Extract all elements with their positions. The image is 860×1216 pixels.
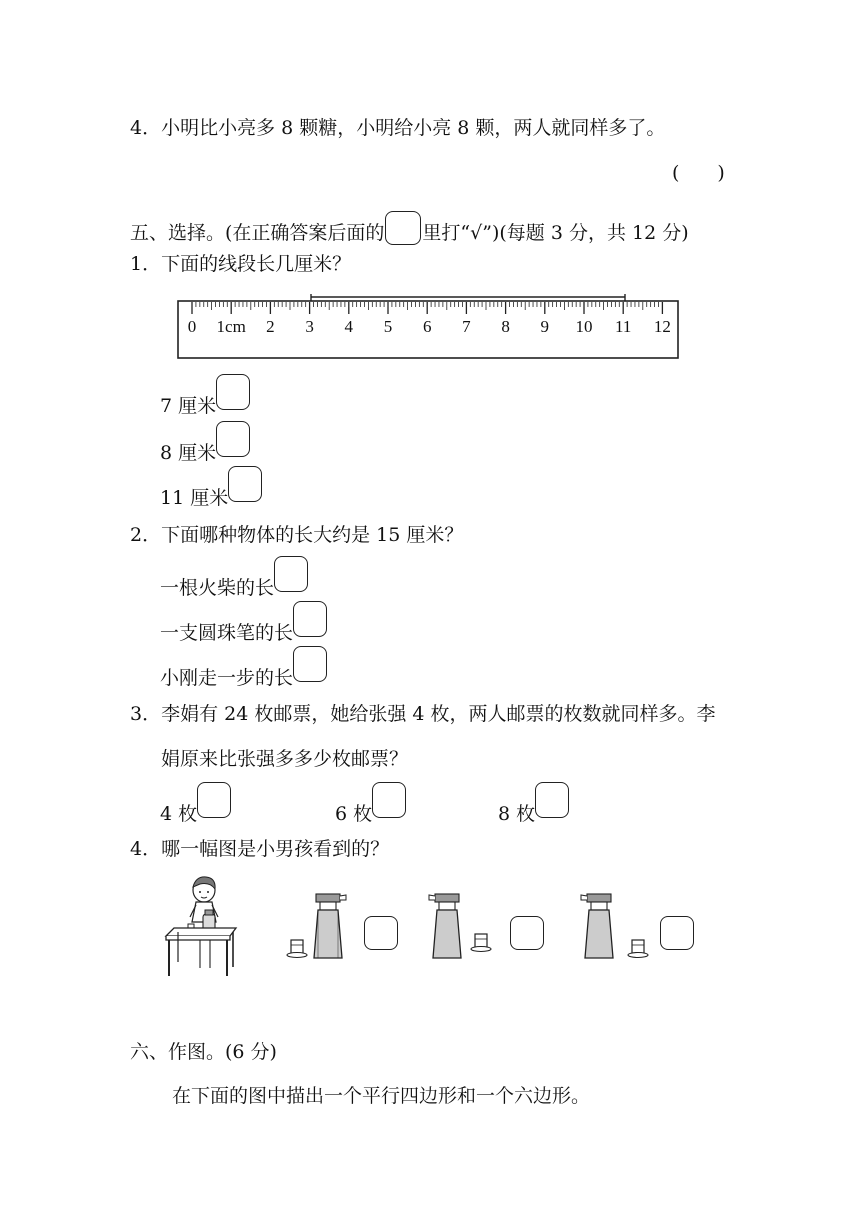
q1-option-3 <box>160 466 262 510</box>
question-text: 下面哪种物体的长大约是 15 厘米？ <box>161 524 464 546</box>
cup <box>628 940 648 958</box>
question-text: 哪一幅图是小男孩看到的？ <box>161 838 390 860</box>
answer-box[interactable] <box>274 556 308 592</box>
section6-title: 六、作图。(6 分) <box>130 1041 277 1063</box>
option-label: 小刚走一步的长 <box>160 667 294 689</box>
q2-option-2 <box>160 601 327 645</box>
ruler-label: 5 <box>383 317 393 336</box>
view-option-a <box>282 890 354 970</box>
question-number: 3． <box>130 703 162 725</box>
thermos <box>429 894 461 958</box>
answer-box[interactable] <box>293 601 327 637</box>
q1-option-2 <box>160 421 250 465</box>
answer-box[interactable] <box>228 466 262 502</box>
ruler-label: 3 <box>305 317 314 336</box>
ruler-label: 1cm <box>216 317 246 336</box>
ruler-label: 4 <box>344 317 354 336</box>
q2-option-1 <box>160 556 308 600</box>
cup <box>287 940 307 958</box>
option-label: 4 枚 <box>160 803 198 825</box>
q1 <box>130 252 351 276</box>
ruler-label: 8 <box>501 317 510 336</box>
view-option-b <box>427 890 499 970</box>
section5-title-a: 五、选择。(在正确答案后面的 <box>130 222 385 244</box>
thermos <box>314 894 346 958</box>
ruler-label: 2 <box>266 317 275 336</box>
q3-option-3 <box>498 782 569 826</box>
line-segment <box>311 294 625 301</box>
section5-title <box>130 211 689 245</box>
option-label: 8 厘米 <box>160 442 217 464</box>
ruler-label: 0 <box>187 317 197 336</box>
ruler-label: 7 <box>462 317 471 336</box>
ruler-figure <box>170 292 690 364</box>
q3-option-1 <box>160 782 231 826</box>
question-text: 下面的线段长几厘米？ <box>161 253 352 275</box>
cup <box>471 934 491 952</box>
ruler-label: 6 <box>422 317 432 336</box>
ruler-label: 11 <box>615 317 632 336</box>
ruler-label: 12 <box>653 317 671 336</box>
ruler-label: 9 <box>540 317 550 336</box>
ruler-label: 10 <box>575 317 593 336</box>
q4 <box>130 837 389 861</box>
question-number: 2． <box>130 524 162 546</box>
q2-option-3 <box>160 646 327 690</box>
option-label: 一支圆珠笔的长 <box>160 622 294 644</box>
option-label: 一根火柴的长 <box>160 577 275 599</box>
answer-box-c[interactable] <box>660 916 694 950</box>
answer-box[interactable] <box>293 646 327 682</box>
section6-instruction: 在下面的图中描出一个平行四边形和一个六边形。 <box>172 1085 591 1107</box>
option-label: 8 枚 <box>498 803 536 825</box>
answer-box[interactable] <box>372 782 406 818</box>
answer-box-a[interactable] <box>364 916 398 950</box>
answer-box[interactable] <box>216 374 250 410</box>
option-label: 7 厘米 <box>160 395 217 417</box>
answer-box[interactable] <box>535 782 569 818</box>
section5-title-b: 里打“√”)(每题 3 分，共 12 分) <box>422 222 689 244</box>
answer-paren[interactable]: ( ) <box>672 162 725 184</box>
q3-line1 <box>130 702 716 726</box>
answer-box[interactable] <box>216 421 250 457</box>
answer-box[interactable] <box>197 782 231 818</box>
answer-box-b[interactable] <box>510 916 544 950</box>
q1-option-1 <box>160 374 250 418</box>
option-label: 6 枚 <box>335 803 373 825</box>
answer-box-sample <box>385 211 421 245</box>
question-text: 小明比小亮多 8 颗糖，小明给小亮 8 颗，两人就同样多了。 <box>161 117 666 139</box>
option-label: 11 厘米 <box>160 487 229 509</box>
q3-option-2 <box>335 782 406 826</box>
question-text: 李娟有 24 枚邮票，她给张强 4 枚，两人邮票的枚数就同样多。李 <box>161 703 716 725</box>
question-number: 4． <box>130 838 162 860</box>
question-number: 4． <box>130 117 162 139</box>
question-number: 1． <box>130 253 162 275</box>
view-option-c <box>575 890 651 970</box>
boy-at-table-illustration <box>160 872 240 980</box>
thermos <box>581 894 613 958</box>
q2 <box>130 523 463 547</box>
q3-line2: 娟原来比张强多多少枚邮票？ <box>161 748 409 770</box>
judge-q4 <box>130 116 665 140</box>
